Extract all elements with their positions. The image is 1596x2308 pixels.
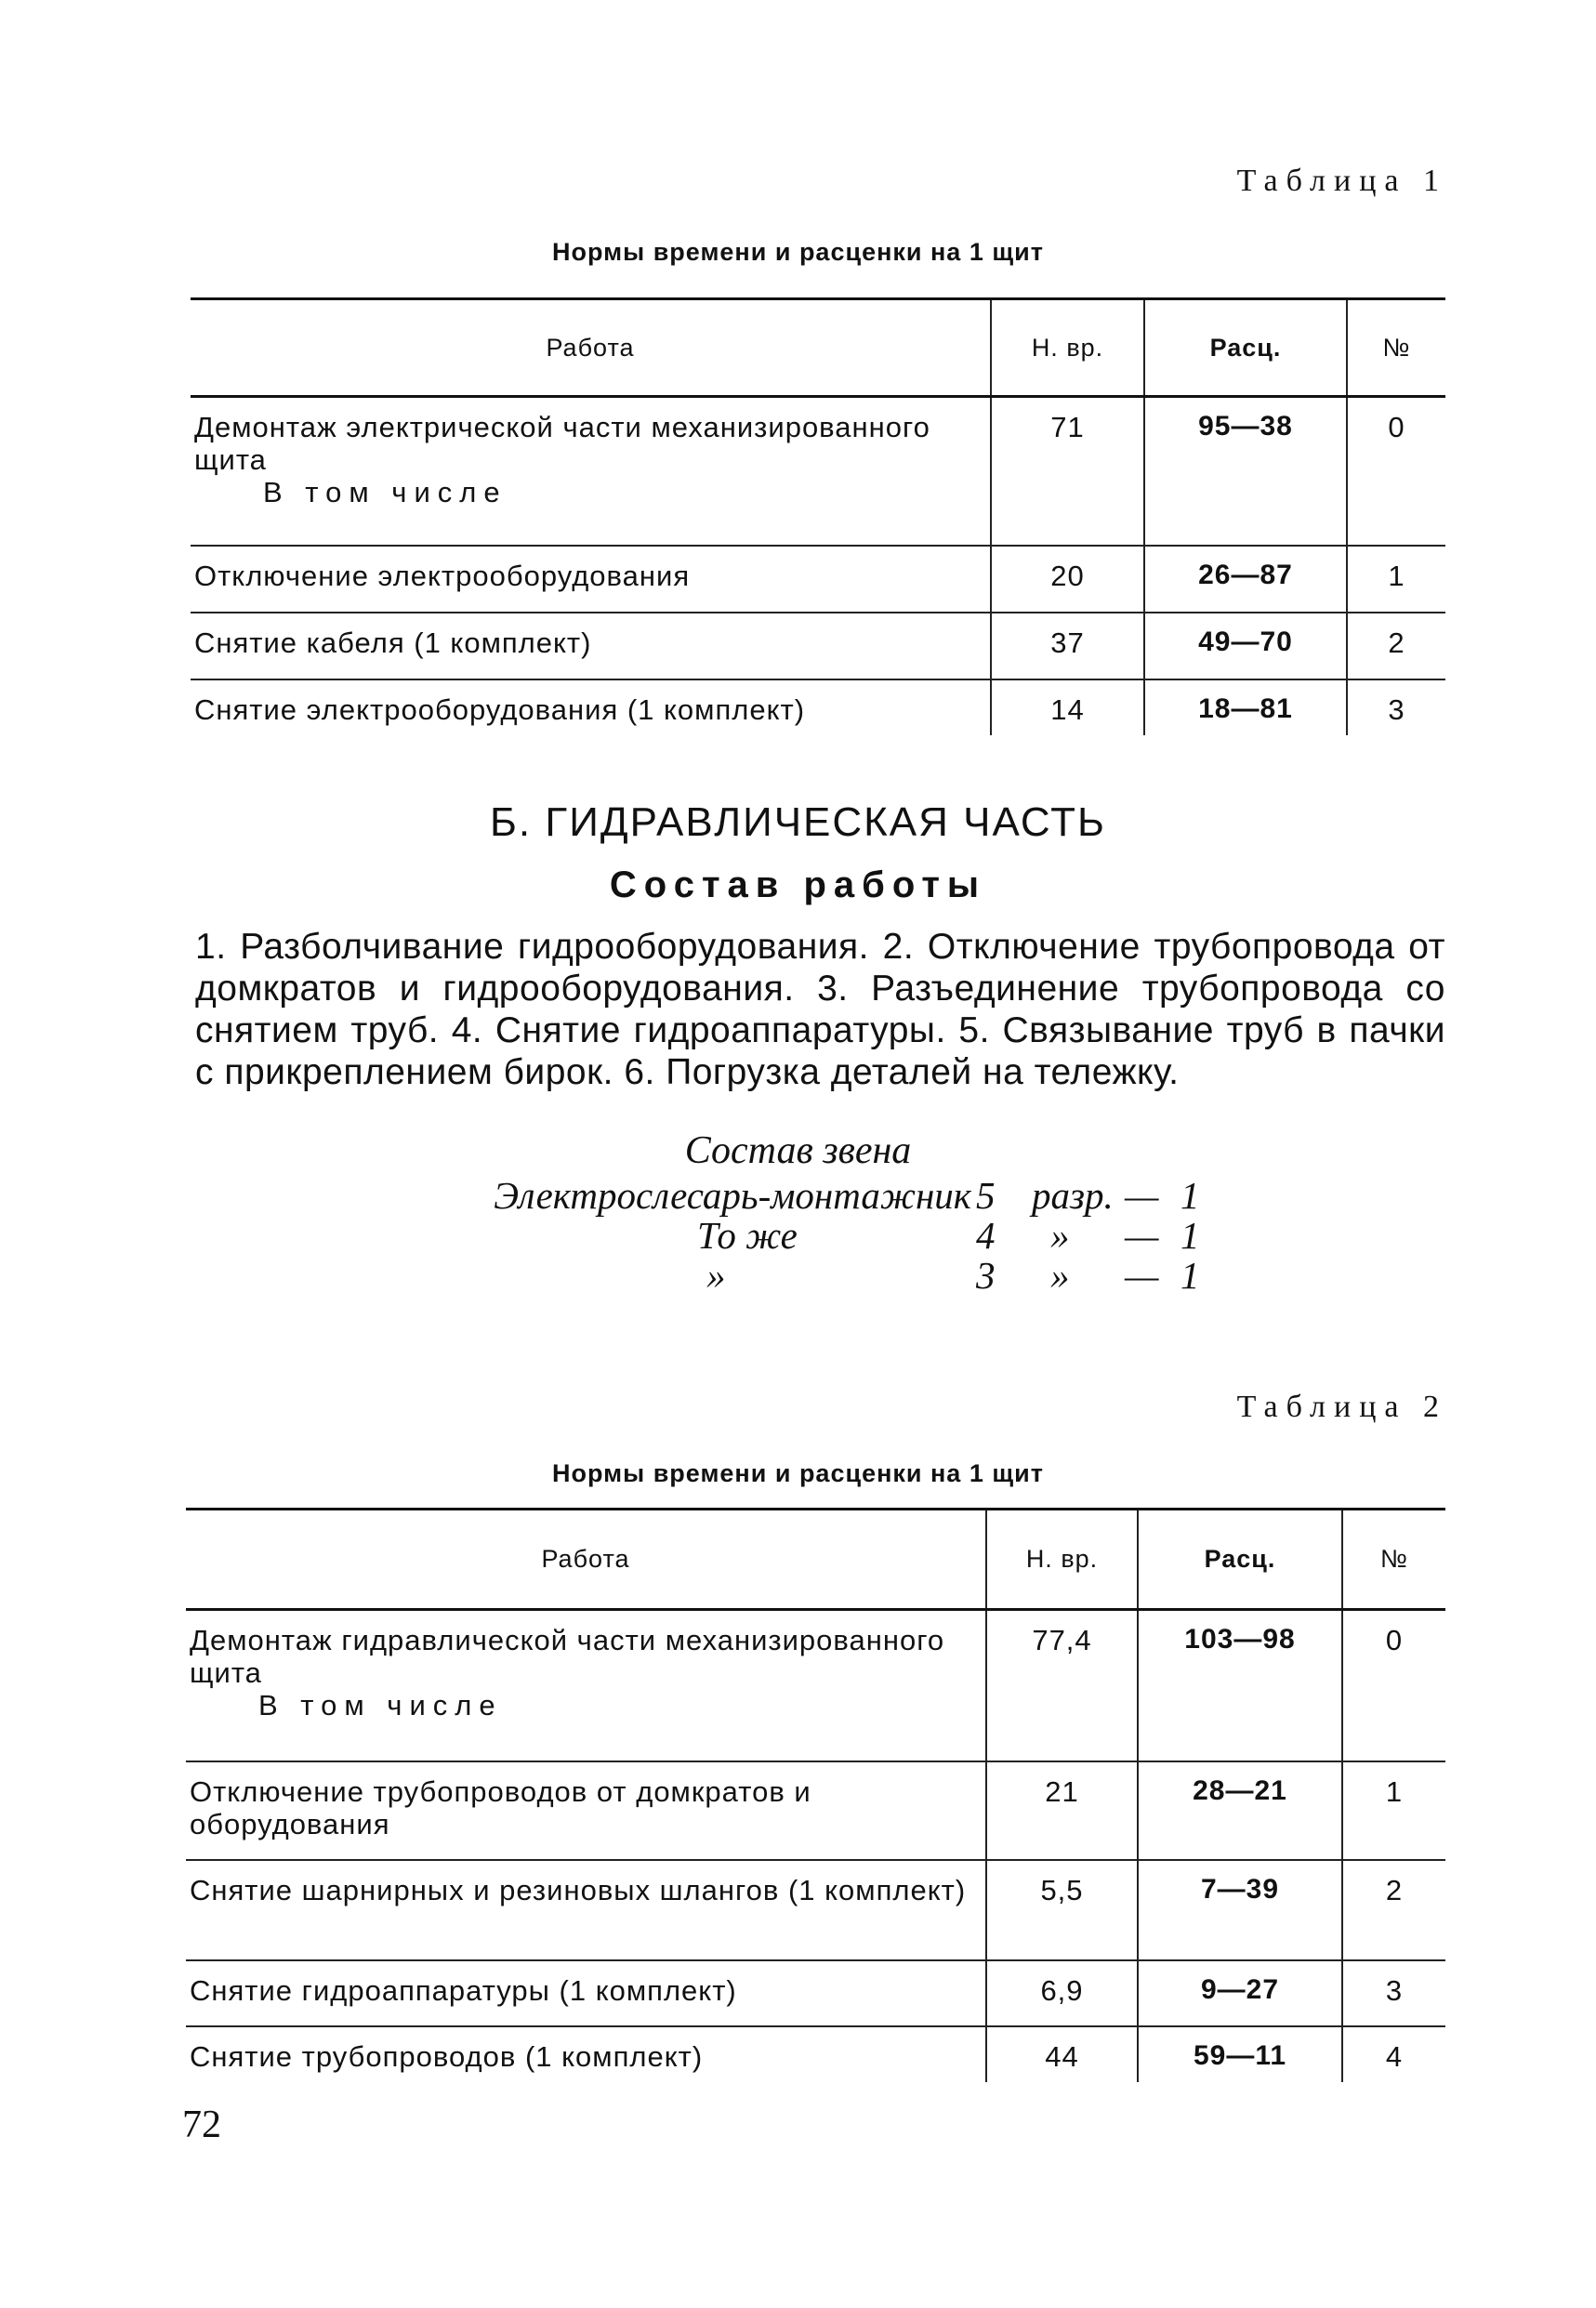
time-cell: 71 xyxy=(991,397,1144,546)
time-cell: 20 xyxy=(991,546,1144,613)
time-cell: 21 xyxy=(986,1761,1138,1860)
crew-unit: » xyxy=(1050,1214,1070,1257)
crew-count: 1 xyxy=(1181,1254,1200,1297)
price-cell: 49—70 xyxy=(1144,613,1347,679)
table-row xyxy=(191,679,1445,735)
price-cell: 28—21 xyxy=(1138,1761,1342,1860)
number-cell: 2 xyxy=(1347,613,1445,679)
crew-count: 1 xyxy=(1181,1214,1200,1257)
table-row xyxy=(191,546,1445,613)
price-cell: 7—39 xyxy=(1138,1860,1342,1960)
crew-name: Электрослесарь-монтажник xyxy=(494,1174,971,1217)
table-row xyxy=(186,1960,1445,2026)
table-row xyxy=(191,613,1445,679)
table2-label: Таблица 2 xyxy=(1236,1390,1447,1424)
price-cell: 95—38 xyxy=(1144,397,1347,546)
time-cell: 14 xyxy=(991,679,1144,735)
table1-header-time: Н. вр. xyxy=(991,299,1144,397)
table-row xyxy=(186,1860,1445,1960)
crew-dash: — xyxy=(1125,1174,1159,1217)
crew-unit: » xyxy=(1050,1254,1070,1297)
work-subheading: В том числе xyxy=(263,476,508,508)
table2-header-no: № xyxy=(1342,1510,1445,1610)
composition-paragraph: 1. Разболчивание гидрооборудования. 2. Отключение трубопровода от домкратов и гидрооборудования. 3. Разъединение трубопровода со снятием труб. 4. Снятие гидроаппаратуры. 5. Связывание труб в пачки с прикреплением бирок. 6. Погрузка деталей на тележку. xyxy=(195,927,1445,1092)
crew-name: » xyxy=(706,1254,726,1297)
time-cell: 44 xyxy=(986,2026,1138,2082)
time-cell: 77,4 xyxy=(986,1610,1138,1761)
price-cell: 103—98 xyxy=(1138,1610,1342,1761)
table1-header-price: Расц. xyxy=(1144,299,1347,397)
number-cell: 3 xyxy=(1347,679,1445,735)
number-cell: 0 xyxy=(1342,1610,1445,1761)
table2-header-time: Н. вр. xyxy=(986,1510,1138,1610)
number-cell: 2 xyxy=(1342,1860,1445,1960)
crew-grade: 3 xyxy=(976,1254,996,1297)
time-cell: 6,9 xyxy=(986,1960,1138,2026)
table-row xyxy=(191,397,1445,546)
work-cell xyxy=(191,397,991,546)
time-cell: 37 xyxy=(991,613,1144,679)
work-subheading: В том числе xyxy=(258,1689,503,1721)
table1-header-work: Работа xyxy=(191,299,991,397)
table2 xyxy=(186,1508,1445,2082)
crew-dash: — xyxy=(1125,1214,1159,1257)
table2-header-row xyxy=(186,1510,1445,1610)
crew-name: То же xyxy=(697,1214,798,1257)
number-cell: 1 xyxy=(1347,546,1445,613)
table1-label: Таблица 1 xyxy=(1236,164,1447,198)
number-cell: 3 xyxy=(1342,1960,1445,2026)
work-cell: Снятие кабеля (1 комплект) xyxy=(191,613,991,679)
page-number: 72 xyxy=(182,2104,221,2146)
number-cell: 1 xyxy=(1342,1761,1445,1860)
number-cell: 4 xyxy=(1342,2026,1445,2082)
table1 xyxy=(191,297,1445,735)
crew-count: 1 xyxy=(1181,1174,1200,1217)
work-cell xyxy=(186,1610,986,1761)
price-cell: 59—11 xyxy=(1138,2026,1342,2082)
price-cell: 18—81 xyxy=(1144,679,1347,735)
time-cell: 5,5 xyxy=(986,1860,1138,1960)
price-cell: 26—87 xyxy=(1144,546,1347,613)
table1-header-no: № xyxy=(1347,299,1445,397)
crew-grade: 4 xyxy=(976,1214,996,1257)
section-title: Б. ГИДРАВЛИЧЕСКАЯ ЧАСТЬ xyxy=(490,799,1106,845)
composition-title: Состав работы xyxy=(609,864,987,905)
price-cell: 9—27 xyxy=(1138,1960,1342,2026)
table2-header-price: Расц. xyxy=(1138,1510,1342,1610)
work-text: Демонтаж электрической части механизированного щита xyxy=(194,411,930,476)
table2-caption: Нормы времени и расценки на 1 щит xyxy=(552,1459,1044,1487)
crew-dash: — xyxy=(1125,1254,1159,1297)
table2-header-work: Работа xyxy=(186,1510,986,1610)
table1-header-row xyxy=(191,299,1445,397)
table-row xyxy=(186,1761,1445,1860)
work-cell: Снятие электрооборудования (1 комплект) xyxy=(194,692,806,726)
work-cell: Отключение трубопроводов от домкратов и оборудования xyxy=(186,1761,986,1860)
table-row xyxy=(186,2026,1445,2082)
work-cell: Отключение электрооборудования xyxy=(191,546,991,613)
work-cell: Снятие шарнирных и резиновых шлангов (1 комплект) xyxy=(186,1860,986,1960)
work-text: Демонтаж гидравлической части механизированного щита xyxy=(190,1624,945,1689)
work-cell: Снятие трубопроводов (1 комплект) xyxy=(190,2039,704,2073)
table-row xyxy=(186,1610,1445,1761)
number-cell: 0 xyxy=(1347,397,1445,546)
work-cell: Снятие гидроаппаратуры (1 комплект) xyxy=(186,1960,986,2026)
crew-title: Состав звена xyxy=(684,1129,912,1172)
crew-grade: 5 xyxy=(976,1174,996,1217)
table1-caption: Нормы времени и расценки на 1 щит xyxy=(552,238,1044,266)
crew-unit: разр. xyxy=(1032,1174,1114,1217)
